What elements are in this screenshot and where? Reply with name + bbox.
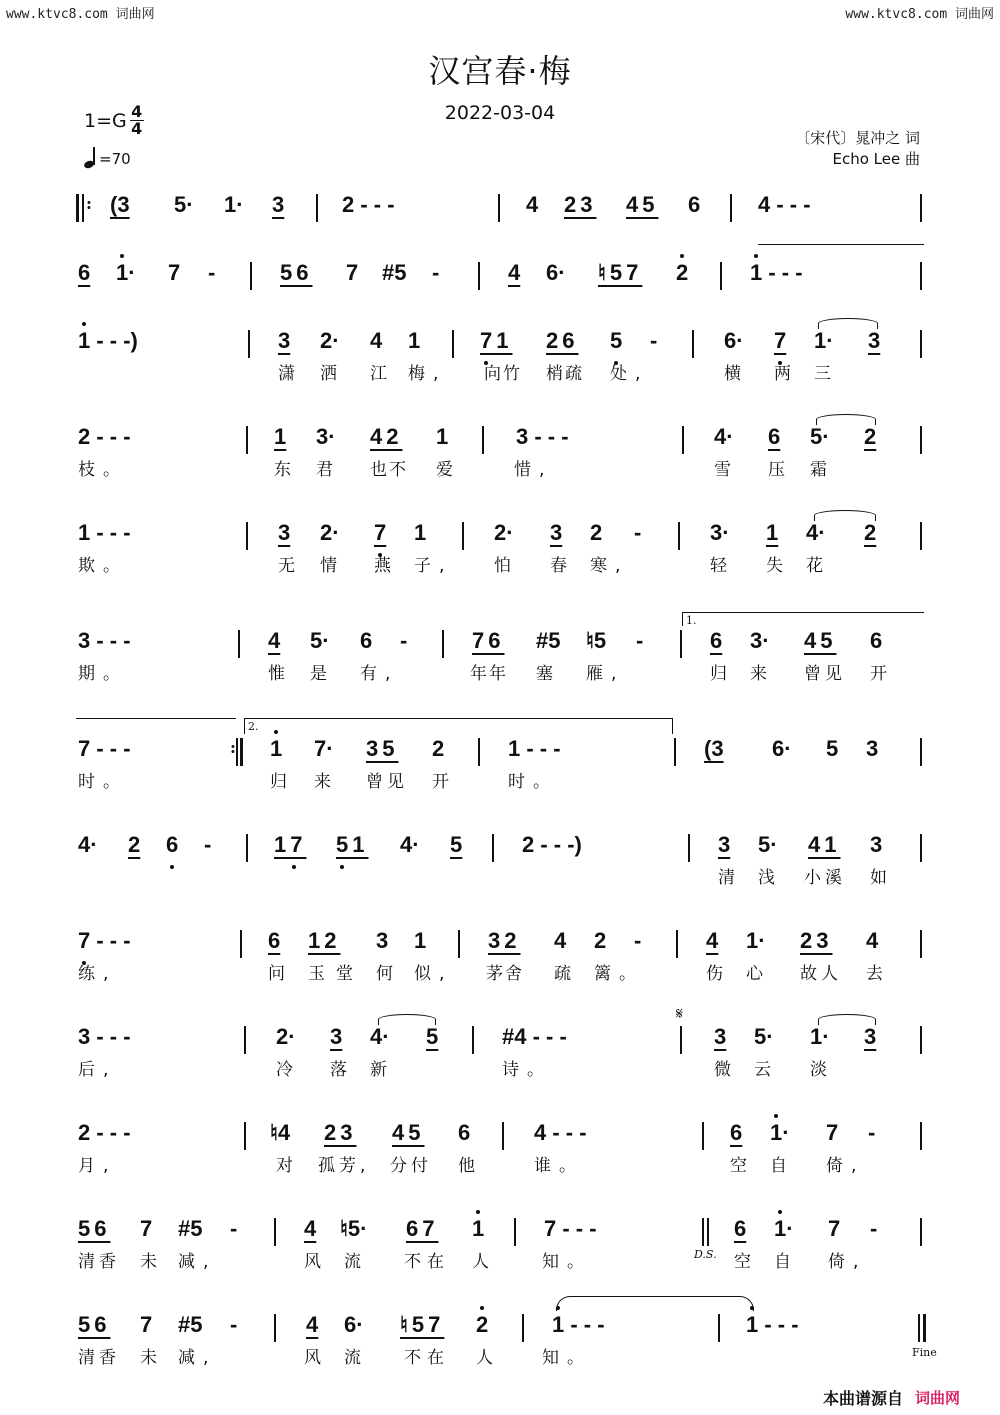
note: 6 bbox=[458, 1120, 471, 1145]
note: 4· bbox=[370, 1024, 390, 1049]
lyric: 江 bbox=[370, 364, 395, 384]
lyric: 爱 bbox=[436, 460, 461, 480]
site-watermark-left: www.ktvc8.com 词曲网 bbox=[6, 7, 155, 22]
note: 32 bbox=[488, 928, 521, 953]
lyric: 东 bbox=[274, 460, 299, 480]
note: 7 bbox=[826, 1120, 839, 1145]
lyric: 两 bbox=[774, 364, 799, 384]
key-signature bbox=[84, 104, 144, 137]
note: 45 bbox=[626, 192, 659, 217]
lyric: 篱。 bbox=[594, 964, 644, 984]
lyric: 三 bbox=[814, 364, 839, 384]
note: 1 bbox=[414, 520, 427, 545]
lyric: 怕 bbox=[494, 556, 519, 576]
note: - bbox=[634, 928, 642, 953]
note: 1· bbox=[224, 192, 244, 217]
note: 41 bbox=[808, 832, 841, 857]
note: 3· bbox=[750, 628, 770, 653]
note: 1 - - - bbox=[508, 736, 561, 761]
note: - bbox=[400, 628, 408, 653]
lyric: 淡 bbox=[810, 1060, 835, 1080]
note: 2 bbox=[676, 260, 689, 285]
note: 12 bbox=[308, 928, 341, 953]
lyric: 小溪 bbox=[804, 868, 846, 888]
note: - bbox=[230, 1312, 238, 1337]
note: 7 bbox=[374, 520, 387, 545]
note: 3 - - - bbox=[78, 1024, 131, 1049]
note: #5 bbox=[536, 628, 561, 653]
note: 6 bbox=[166, 832, 179, 857]
lyric: 微 bbox=[714, 1060, 739, 1080]
lyric: 知。 bbox=[542, 1348, 592, 1368]
note: 2 bbox=[864, 424, 877, 449]
note: ♮5· bbox=[340, 1216, 368, 1241]
note: 1 bbox=[472, 1216, 485, 1241]
note: #5 bbox=[178, 1312, 203, 1337]
lyric: 不在 bbox=[404, 1348, 450, 1368]
lyric: 问 bbox=[268, 964, 293, 984]
note: 45 bbox=[804, 628, 837, 653]
note: 3 bbox=[376, 928, 389, 953]
note: 3 bbox=[330, 1024, 343, 1049]
note: 7 - - - bbox=[544, 1216, 597, 1241]
lyric: 知。 bbox=[542, 1252, 592, 1272]
lyric: 归 bbox=[710, 664, 735, 684]
score-system-12 bbox=[74, 1214, 926, 1276]
lyric: 曾见 bbox=[804, 664, 846, 684]
lyric: 流 bbox=[344, 1348, 369, 1368]
note: 1 - - - bbox=[750, 260, 803, 285]
tempo-value: =70 bbox=[99, 150, 131, 168]
note: (3 bbox=[704, 736, 724, 761]
lyric: 寒, bbox=[590, 556, 629, 576]
note: 4 bbox=[508, 260, 521, 285]
note: 35 bbox=[366, 736, 399, 761]
quarter-note-icon bbox=[84, 146, 96, 168]
score-system-10 bbox=[74, 1004, 926, 1084]
lyric: 减, bbox=[178, 1348, 217, 1368]
note: 6 bbox=[360, 628, 373, 653]
note: 6· bbox=[344, 1312, 364, 1337]
lyric: 塞 bbox=[536, 664, 561, 684]
note: 6 bbox=[870, 628, 883, 653]
lyric: 梅, bbox=[408, 364, 447, 384]
note: 17 bbox=[274, 832, 307, 857]
lyric: 是 bbox=[310, 664, 335, 684]
lyric: 云 bbox=[754, 1060, 779, 1080]
note: 4· bbox=[806, 520, 826, 545]
note: 7 bbox=[774, 328, 787, 353]
lyric: 惜, bbox=[514, 460, 553, 480]
note: 26 bbox=[546, 328, 579, 353]
note: ♮5 bbox=[586, 628, 607, 653]
lyric: 处, bbox=[610, 364, 649, 384]
note: 3 - - - bbox=[78, 628, 131, 653]
note: 23 bbox=[564, 192, 597, 217]
lyric: 君 bbox=[316, 460, 341, 480]
note: - bbox=[868, 1120, 876, 1145]
note: 2 bbox=[128, 832, 141, 857]
fine-marking: Fine bbox=[912, 1346, 937, 1359]
lyric: 潇 bbox=[278, 364, 303, 384]
note: 1· bbox=[770, 1120, 790, 1145]
lyric: 子, bbox=[414, 556, 453, 576]
note: 71 bbox=[480, 328, 513, 353]
score-system-8 bbox=[74, 830, 926, 892]
note: 76 bbox=[472, 628, 505, 653]
lyric: 来 bbox=[750, 664, 775, 684]
note: 42 bbox=[370, 424, 403, 449]
lyric: 轻 bbox=[710, 556, 735, 576]
lyric: 自 bbox=[770, 1156, 795, 1176]
note: 6· bbox=[772, 736, 792, 761]
lyric: 玉 bbox=[308, 964, 333, 984]
note: 4 bbox=[526, 192, 539, 217]
note: 3 bbox=[870, 832, 883, 857]
lyric: 开 bbox=[870, 664, 895, 684]
lyric: 练, bbox=[78, 964, 117, 984]
lyric: 情 bbox=[320, 556, 345, 576]
lyric: 何 bbox=[376, 964, 401, 984]
lyric: 故人 bbox=[800, 964, 842, 984]
note: - bbox=[634, 520, 642, 545]
lyric: 流 bbox=[344, 1252, 369, 1272]
lyric: 倚, bbox=[826, 1156, 865, 1176]
note: 5· bbox=[754, 1024, 774, 1049]
note: 4 bbox=[706, 928, 719, 953]
note: 2 bbox=[594, 928, 607, 953]
lyric: 时。 bbox=[78, 772, 128, 792]
note: 7 bbox=[140, 1216, 153, 1241]
score-system-1: : (3 5· 1· 3 2 - - - 4 23 45 6 4 - - - bbox=[74, 190, 926, 226]
note: 3 bbox=[718, 832, 731, 857]
note: 2· bbox=[320, 520, 340, 545]
note: 2 bbox=[432, 736, 445, 761]
lyric: 月, bbox=[78, 1156, 117, 1176]
note: 4 - - - bbox=[758, 192, 811, 217]
note: 5 bbox=[610, 328, 623, 353]
note: ♮57 bbox=[598, 260, 643, 285]
note: 5· bbox=[758, 832, 778, 857]
tempo-marking bbox=[84, 146, 131, 168]
time-top: 4 bbox=[131, 102, 143, 121]
lyric: 对 bbox=[276, 1156, 301, 1176]
note: 2· bbox=[494, 520, 514, 545]
key-label: 1=G bbox=[84, 109, 127, 132]
note: 56 bbox=[78, 1216, 111, 1241]
lyric: 压 bbox=[768, 460, 793, 480]
note: 3· bbox=[710, 520, 730, 545]
note: 6 bbox=[688, 192, 701, 217]
lyric: 也不 bbox=[370, 460, 408, 480]
note: 2 - - - bbox=[78, 424, 131, 449]
lyric: 期。 bbox=[78, 664, 128, 684]
note: 4 bbox=[306, 1312, 319, 1337]
lyric: 雪 bbox=[714, 460, 739, 480]
ds-marking: D.S. bbox=[694, 1248, 717, 1261]
lyric: 风 bbox=[304, 1252, 329, 1272]
note: 6 bbox=[710, 628, 723, 653]
song-title: 汉宫春·梅 bbox=[428, 52, 572, 90]
site-logo[interactable]: 词曲网 bbox=[914, 1389, 960, 1407]
lyric: 新 bbox=[370, 1060, 395, 1080]
note: 1· bbox=[116, 260, 136, 285]
note: 4 - - - bbox=[534, 1120, 587, 1145]
note: 1· bbox=[810, 1024, 830, 1049]
lyric: 有, bbox=[360, 664, 399, 684]
lyric: 自 bbox=[774, 1252, 799, 1272]
lyric: 年年 bbox=[470, 664, 508, 684]
lyric: 落 bbox=[330, 1060, 355, 1080]
note: 1 - - - bbox=[552, 1312, 605, 1337]
note: 1 bbox=[408, 328, 421, 353]
note: #5 bbox=[382, 260, 407, 285]
lyric: 风 bbox=[304, 1348, 329, 1368]
time-signature bbox=[130, 104, 144, 137]
note: 4· bbox=[78, 832, 98, 857]
note: 1· bbox=[814, 328, 834, 353]
lyric: 未 bbox=[140, 1348, 165, 1368]
note: 4 bbox=[304, 1216, 317, 1241]
lyric: 疏 bbox=[554, 964, 579, 984]
note: 4 bbox=[268, 628, 281, 653]
segno-icon: 𝄋 bbox=[676, 1004, 683, 1023]
note: 2 - - - bbox=[342, 192, 395, 217]
note: 67 bbox=[406, 1216, 439, 1241]
lyric: 欺。 bbox=[78, 556, 128, 576]
source-text: 本曲谱源自 bbox=[822, 1389, 903, 1408]
lyric: 谁。 bbox=[534, 1156, 584, 1176]
lyric: 诗。 bbox=[502, 1060, 552, 1080]
score-system-4 bbox=[74, 422, 926, 484]
note: 4· bbox=[714, 424, 734, 449]
note: 6· bbox=[546, 260, 566, 285]
lyric: 枝。 bbox=[78, 460, 128, 480]
lyric: 清香 bbox=[78, 1348, 120, 1368]
note: 1 - - - bbox=[78, 520, 131, 545]
lyric: 人 bbox=[476, 1348, 501, 1368]
lyric: 时。 bbox=[508, 772, 558, 792]
lyric: 他 bbox=[458, 1156, 483, 1176]
note: - bbox=[204, 832, 212, 857]
lyric: 梢疏 bbox=[546, 364, 584, 384]
note: 6 bbox=[734, 1216, 747, 1241]
lyric: 后, bbox=[78, 1060, 117, 1080]
lyric: 燕 bbox=[374, 556, 399, 576]
lyric: 人 bbox=[472, 1252, 497, 1272]
score-system-6 bbox=[74, 614, 926, 688]
lyric: 清香 bbox=[78, 1252, 120, 1272]
lyric: 曾见 bbox=[366, 772, 408, 792]
lyric: 空 bbox=[734, 1252, 759, 1272]
site-watermark-right: www.ktvc8.com 词曲网 bbox=[845, 7, 994, 22]
lyric: 开 bbox=[432, 772, 457, 792]
note: 2 - - -) bbox=[522, 832, 582, 857]
note: 5 bbox=[426, 1024, 439, 1049]
lyric: 孤芳, bbox=[318, 1156, 370, 1176]
note: 3 bbox=[864, 1024, 877, 1049]
lyric: 倚, bbox=[828, 1252, 867, 1272]
note: 1 bbox=[414, 928, 427, 953]
volta-2: 2. bbox=[248, 720, 259, 733]
note: 4· bbox=[400, 832, 420, 857]
lyric: 不在 bbox=[404, 1252, 450, 1272]
lyric: 似, bbox=[414, 964, 453, 984]
note: - bbox=[208, 260, 216, 285]
lyric: 空 bbox=[730, 1156, 755, 1176]
note: ♮57 bbox=[400, 1312, 445, 1337]
note: 3 bbox=[714, 1024, 727, 1049]
note: 23 bbox=[324, 1120, 357, 1145]
lyric: 伤 bbox=[706, 964, 731, 984]
note: 7 bbox=[168, 260, 181, 285]
note: 3 bbox=[550, 520, 563, 545]
lyric: 茅舍 bbox=[486, 964, 524, 984]
note: 6 bbox=[768, 424, 781, 449]
lyric: 惟 bbox=[268, 664, 293, 684]
note: - bbox=[230, 1216, 238, 1241]
note: 56 bbox=[280, 260, 313, 285]
note: 7 - - - bbox=[78, 928, 131, 953]
note: ♮4 bbox=[270, 1120, 291, 1145]
note: 2 - - - bbox=[78, 1120, 131, 1145]
lyric: 向竹 bbox=[484, 364, 522, 384]
note: 3· bbox=[316, 424, 336, 449]
note: 7 bbox=[346, 260, 359, 285]
note: 3 - - - bbox=[516, 424, 569, 449]
credits bbox=[795, 128, 920, 170]
lyric: 浅 bbox=[758, 868, 783, 888]
lyric: 冷 bbox=[276, 1060, 301, 1080]
note: 45 bbox=[392, 1120, 425, 1145]
note: 4 bbox=[370, 328, 383, 353]
lyric: 减, bbox=[178, 1252, 217, 1272]
note: 1 bbox=[274, 424, 287, 449]
note: 1 bbox=[270, 736, 283, 761]
lyric: 横 bbox=[724, 364, 749, 384]
note: 7· bbox=[314, 736, 334, 761]
score-system-13 bbox=[74, 1310, 937, 1372]
note: 7 bbox=[140, 1312, 153, 1337]
lyric: 如 bbox=[870, 868, 895, 888]
note: 7 bbox=[828, 1216, 841, 1241]
note: 5 bbox=[450, 832, 463, 857]
note: 5· bbox=[810, 424, 830, 449]
note: (3 bbox=[110, 192, 130, 217]
footer bbox=[823, 1386, 960, 1409]
lyric: 未 bbox=[140, 1252, 165, 1272]
note: 1 bbox=[766, 520, 779, 545]
note: - bbox=[636, 628, 644, 653]
score-system-11 bbox=[74, 1118, 926, 1180]
lyric: 雁, bbox=[586, 664, 625, 684]
lyric: 心 bbox=[746, 964, 771, 984]
lyric: 清 bbox=[718, 868, 743, 888]
note: 4 bbox=[866, 928, 879, 953]
note: - bbox=[650, 328, 658, 353]
note: 5 bbox=[826, 736, 839, 761]
note: 23 bbox=[800, 928, 833, 953]
note: 3 bbox=[278, 328, 291, 353]
score-system-9 bbox=[74, 926, 926, 988]
lyric: 失 bbox=[766, 556, 791, 576]
note: 6· bbox=[724, 328, 744, 353]
note: 2 bbox=[476, 1312, 489, 1337]
note: 2 bbox=[864, 520, 877, 545]
lyric: 花 bbox=[806, 556, 831, 576]
note: 3 bbox=[272, 192, 285, 217]
note: 1· bbox=[746, 928, 766, 953]
lyric: 霜 bbox=[810, 460, 835, 480]
note: 2· bbox=[320, 328, 340, 353]
note: 51 bbox=[336, 832, 369, 857]
note: 2· bbox=[276, 1024, 296, 1049]
note: 6 bbox=[78, 260, 91, 285]
lyricist: 〔宋代〕晁冲之 词 bbox=[795, 129, 920, 147]
score-system-7: 7 - - - : 2. 1 7· 35 2 1 - - - (3 6· 5 3 时。 归 来 曾见 开 时。 bbox=[74, 734, 926, 796]
note: 7 - - - bbox=[78, 736, 131, 761]
note: 4 bbox=[554, 928, 567, 953]
lyric: 堂 bbox=[336, 964, 361, 984]
score-system-5 bbox=[74, 518, 926, 580]
note: 3 bbox=[278, 520, 291, 545]
note: 6 bbox=[268, 928, 281, 953]
note: - bbox=[432, 260, 440, 285]
note: 56 bbox=[78, 1312, 111, 1337]
score-system-2 bbox=[74, 258, 926, 294]
note: 5· bbox=[310, 628, 330, 653]
composer: Echo Lee 曲 bbox=[832, 150, 920, 168]
note: 2 bbox=[590, 520, 603, 545]
note: 3 bbox=[868, 328, 881, 353]
lyric: 去 bbox=[866, 964, 891, 984]
note: 1 - - -) bbox=[78, 328, 138, 353]
note: 6 bbox=[730, 1120, 743, 1145]
note: - bbox=[870, 1216, 878, 1241]
note: 5· bbox=[174, 192, 194, 217]
score-system-3 bbox=[74, 326, 926, 388]
lyric: 分付 bbox=[390, 1156, 432, 1176]
song-date: 2022-03-04 bbox=[444, 102, 556, 124]
note: 1 bbox=[436, 424, 449, 449]
note: 3 bbox=[866, 736, 879, 761]
lyric: 来 bbox=[314, 772, 339, 792]
volta-1: 1. bbox=[686, 614, 697, 627]
lyric: 春 bbox=[550, 556, 575, 576]
note: 1 - - - bbox=[746, 1312, 799, 1337]
lyric: 归 bbox=[270, 772, 295, 792]
time-bottom: 4 bbox=[131, 119, 143, 138]
note: #4 - - - bbox=[502, 1024, 567, 1049]
note: #5 bbox=[178, 1216, 203, 1241]
note: 1· bbox=[774, 1216, 794, 1241]
lyric: 无 bbox=[278, 556, 303, 576]
lyric: 洒 bbox=[320, 364, 345, 384]
